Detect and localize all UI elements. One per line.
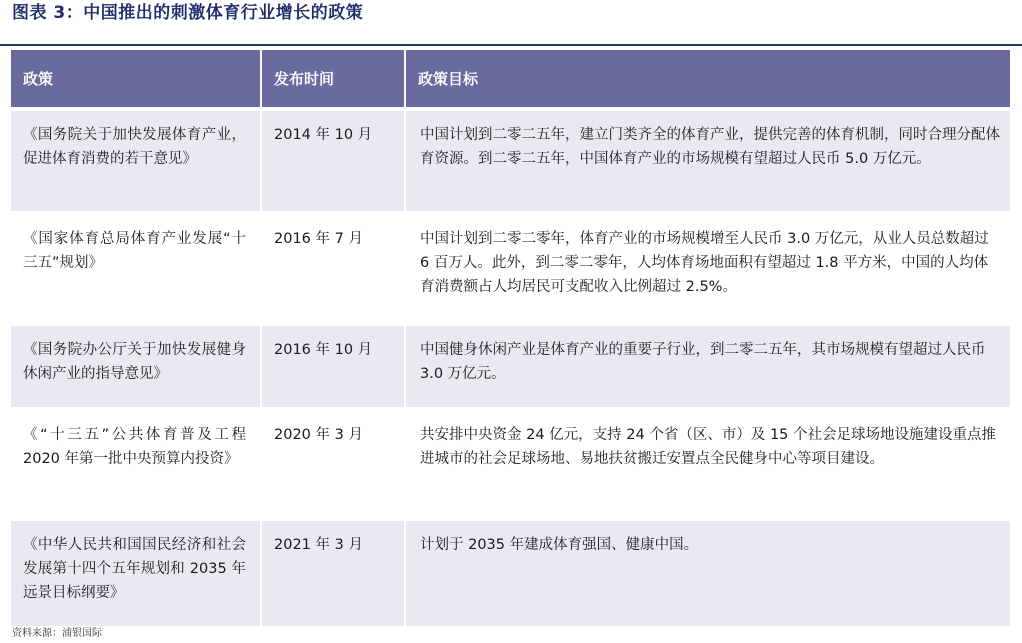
header-date: 发布时间 (262, 50, 406, 107)
date-cell: 2021 年 3 月 (262, 517, 406, 626)
table-row (11, 407, 1010, 517)
policy-cell: 《国务院关于加快发展体育产业，促进体育消费的若干意见》 (11, 107, 262, 211)
table-row (11, 322, 1010, 407)
goal-cell: 中国健身休闲产业是体育产业的重要子行业，到二零二五年，其市场规模有望超过人民币 3.0 万亿元。 (406, 322, 1010, 407)
title-divider (0, 44, 1022, 46)
figure-title: 图表 3：中国推出的刺激体育行业增长的政策 (12, 3, 364, 23)
table-row (11, 211, 1010, 322)
policy-table (11, 50, 1010, 626)
goal-cell: 中国计划到二零二五年，建立门类齐全的体育产业，提供完善的体育机制，同时合理分配体育资源。到二零二五年，中国体育产业的市场规模有望超过人民币 5.0 万亿元。 (406, 107, 1010, 211)
goal-cell: 计划于 2035 年建成体育强国、健康中国。 (406, 517, 1010, 626)
policy-cell: 《中华人民共和国国民经济和社会发展第十四个五年规划和 2035 年远景目标纲要》 (11, 517, 262, 626)
policy-cell: 《国务院办公厅关于加快发展健身休闲产业的指导意见》 (11, 322, 262, 407)
date-cell: 2014 年 10 月 (262, 107, 406, 211)
date-cell: 2016 年 7 月 (262, 211, 406, 322)
source-note: 资料来源：浦银国际 (12, 628, 102, 639)
header-goal: 政策目标 (406, 50, 1010, 107)
date-cell: 2020 年 3 月 (262, 407, 406, 517)
table-header-row (11, 50, 1010, 107)
policy-cell: 《“十三五”公共体育普及工程 2020 年第一批中央预算内投资》 (11, 407, 262, 517)
table-row (11, 107, 1010, 211)
policy-cell: 《国家体育总局体育产业发展“十三五”规划》 (11, 211, 262, 322)
table-row (11, 517, 1010, 626)
goal-cell: 中国计划到二零二零年，体育产业的市场规模增至人民币 3.0 万亿元，从业人员总数超过 6 百万人。此外，到二零二零年，人均体育场地面积有望超过 1.8 平方米，中国的人均体育消费额占人均居民可支配收入比例超过 2.5%。 (406, 211, 1010, 322)
header-policy: 政策 (11, 50, 262, 107)
goal-cell: 共安排中央资金 24 亿元，支持 24 个省（区、市）及 15 个社会足球场地设施建设重点推进城市的社会足球场地、易地扶贫搬迁安置点全民健身中心等项目建设。 (406, 407, 1010, 517)
date-cell: 2016 年 10 月 (262, 322, 406, 407)
